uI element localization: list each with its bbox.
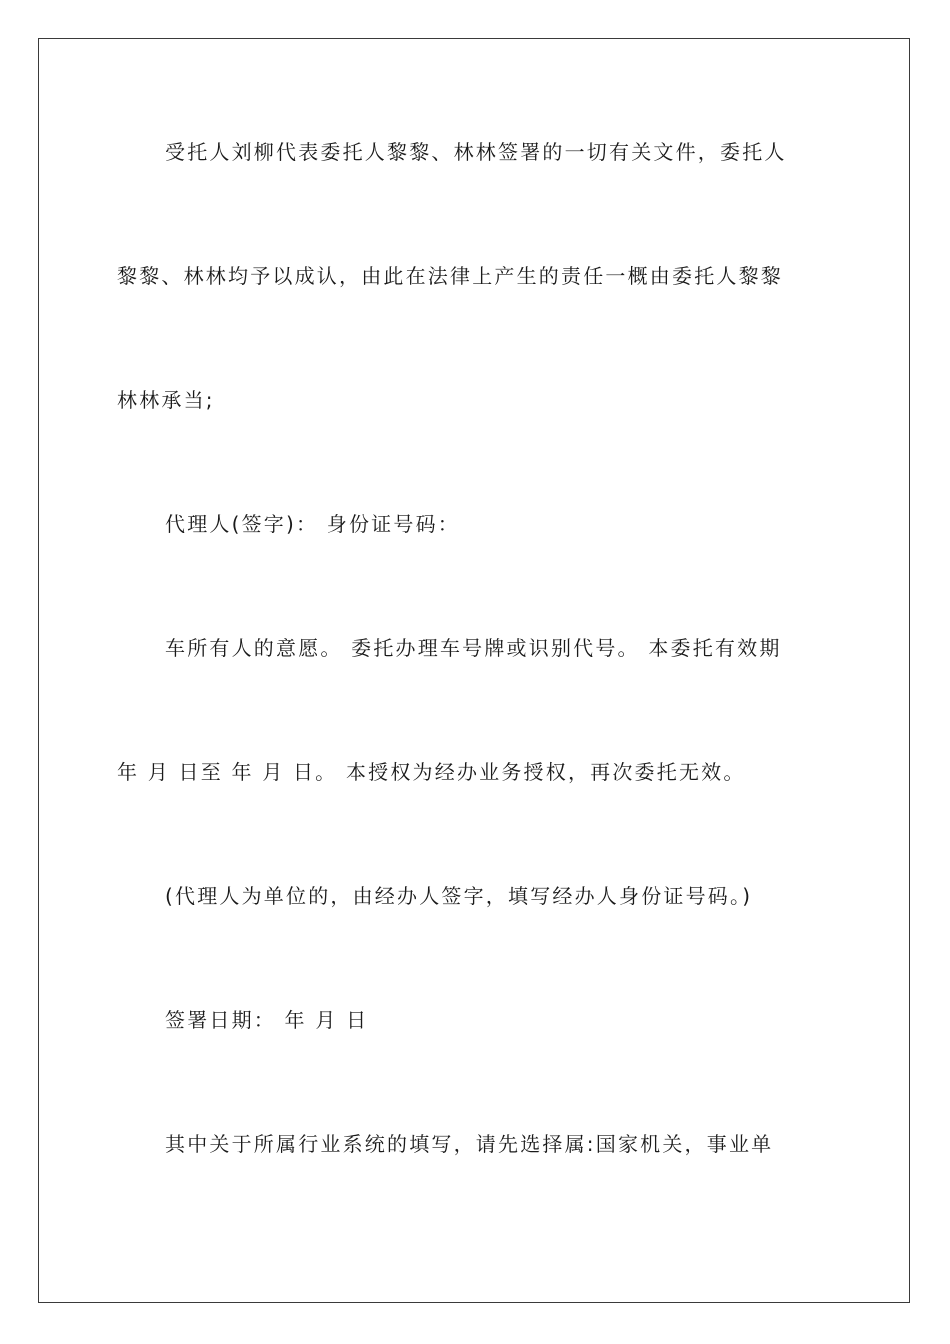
agent-signature-line: 代理人(签字)： 身份证号码： bbox=[165, 512, 460, 536]
signing-date-line: 签署日期： 年 月 日 bbox=[165, 1008, 369, 1032]
page-border bbox=[38, 38, 910, 1303]
paragraph-line-2: 黎黎、林林均予以成认，由此在法律上产生的责任一概由委托人黎黎 bbox=[117, 264, 783, 288]
paragraph-line-3: 林林承当; bbox=[117, 388, 215, 412]
paragraph-line-6: 年 月 日至 年 月 日。 本授权为经办业务授权，再次委托无效。 bbox=[117, 760, 746, 784]
paragraph-line-5: 车所有人的意愿。 委托办理车号牌或识别代号。 本委托有效期 bbox=[165, 636, 782, 660]
paragraph-line-7: (代理人为单位的，由经办人签字，填写经办人身份证号码。) bbox=[165, 884, 753, 908]
paragraph-line-9: 其中关于所属行业系统的填写，请先选择属:国家机关，事业单 bbox=[165, 1132, 774, 1156]
paragraph-line-1: 受托人刘柳代表委托人黎黎、林林签署的一切有关文件，委托人 bbox=[165, 140, 787, 164]
